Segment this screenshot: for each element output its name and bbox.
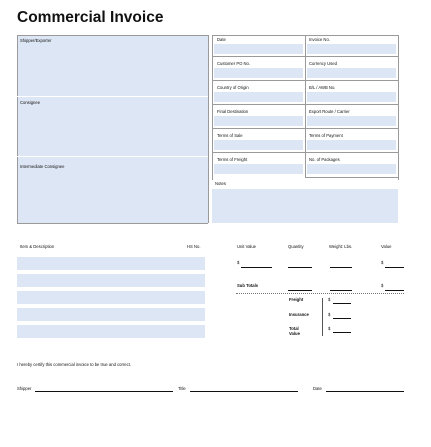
shipper-exporter-label: Shipper/Exporter <box>20 38 52 43</box>
freight-dollar: $ <box>328 297 331 302</box>
total-value-input[interactable] <box>333 332 351 333</box>
date-label: Date <box>217 37 226 42</box>
country-origin-field[interactable] <box>214 92 303 102</box>
item-row-field[interactable] <box>17 308 205 321</box>
freight-label: Freight <box>289 297 304 302</box>
date-field[interactable] <box>214 44 303 54</box>
title-signature-input[interactable] <box>190 391 298 392</box>
parties-box[interactable] <box>17 35 208 223</box>
grid-row-divider <box>212 56 398 57</box>
insurance-dollar: $ <box>328 312 331 317</box>
notes-field[interactable] <box>212 189 398 223</box>
final-destination-field[interactable] <box>214 116 303 126</box>
insurance-label: Insurance <box>289 312 309 317</box>
final-destination-label: Final Destination <box>217 109 249 114</box>
unit-value-dollar: $ <box>237 260 240 265</box>
export-route-label: Export Route / Carrier <box>309 109 350 114</box>
item-row-field[interactable] <box>17 274 205 287</box>
total-dollar: $ <box>328 326 331 331</box>
currency-field[interactable] <box>307 68 396 78</box>
section-divider <box>17 156 208 157</box>
grid-row-divider <box>212 80 398 81</box>
col-quantity: Quantity <box>288 244 304 249</box>
country-origin-label: Country of Origin <box>217 85 249 90</box>
insurance-input[interactable] <box>333 318 351 319</box>
grid-right-border <box>398 35 399 180</box>
box-right-border <box>208 35 209 223</box>
invoice-no-label: Invoice No. <box>309 37 330 42</box>
no-packages-label: No. of Packages <box>309 157 340 162</box>
terms-payment-field[interactable] <box>307 140 396 150</box>
customer-po-label: Customer PO No. <box>217 61 251 66</box>
date-signature-label: Date <box>313 386 322 391</box>
export-route-field[interactable] <box>307 116 396 126</box>
section-divider <box>17 96 208 97</box>
notes-label: Notes <box>215 181 226 186</box>
terms-freight-label: Terms of Freight <box>217 157 248 162</box>
box-left-border <box>17 35 18 223</box>
shipper-signature-label: Shipper <box>17 386 32 391</box>
terms-freight-field[interactable] <box>214 164 303 174</box>
col-item-description: Item & Description <box>20 244 55 249</box>
grid-row-divider <box>212 128 398 129</box>
grid-row-divider <box>212 104 398 105</box>
certify-statement: I hereby certify this commercial invoice to be true and correct. <box>17 362 132 367</box>
value-dollar: $ <box>381 260 384 265</box>
weight-subtotal[interactable] <box>330 290 352 291</box>
intermediate-consignee-label: Intermediate Consignee <box>20 164 65 169</box>
col-unit-value: Unit Value <box>237 244 257 249</box>
consignee-label: Consignee <box>20 100 41 105</box>
item-row-field[interactable] <box>17 257 205 270</box>
value-input[interactable] <box>385 267 404 268</box>
terms-sale-label: Terms of Sale <box>217 133 243 138</box>
box-top-border <box>17 35 208 36</box>
no-packages-field[interactable] <box>307 164 396 174</box>
weight-input[interactable] <box>330 267 352 268</box>
quantity-input[interactable] <box>288 267 312 268</box>
page-title: Commercial Invoice <box>17 9 164 26</box>
invoice-no-field[interactable] <box>307 44 396 54</box>
bl-awb-field[interactable] <box>307 92 396 102</box>
totals-separator <box>322 298 324 336</box>
shipper-signature-input[interactable] <box>35 391 173 392</box>
box-bottom-border <box>17 223 208 224</box>
terms-sale-field[interactable] <box>214 140 303 150</box>
item-row-field[interactable] <box>17 291 205 304</box>
bl-awb-label: B/L / AWB No. <box>309 85 336 90</box>
subtotal-dotted-rule <box>236 293 404 294</box>
terms-payment-label: Terms of Payment <box>309 133 343 138</box>
grid-row-divider <box>212 152 398 153</box>
currency-label: Currency Used <box>309 61 337 66</box>
quantity-subtotal[interactable] <box>288 290 312 291</box>
col-value: Value <box>381 244 392 249</box>
item-row-field[interactable] <box>17 325 205 338</box>
freight-input[interactable] <box>333 303 351 304</box>
unit-value-input[interactable] <box>241 267 272 268</box>
date-signature-input[interactable] <box>326 391 404 392</box>
title-signature-label: Title <box>178 386 186 391</box>
value-subtotal[interactable] <box>385 290 404 291</box>
subtotal-dollar: $ <box>381 283 384 288</box>
grid-row-divider <box>305 177 398 178</box>
sub-totals-label: Sub Totals <box>237 283 259 288</box>
col-weight: Weight: Lbs. <box>329 244 353 249</box>
col-hs-no: HS No. <box>187 244 201 249</box>
total-value-label: Total Value <box>289 326 300 336</box>
customer-po-field[interactable] <box>214 68 303 78</box>
